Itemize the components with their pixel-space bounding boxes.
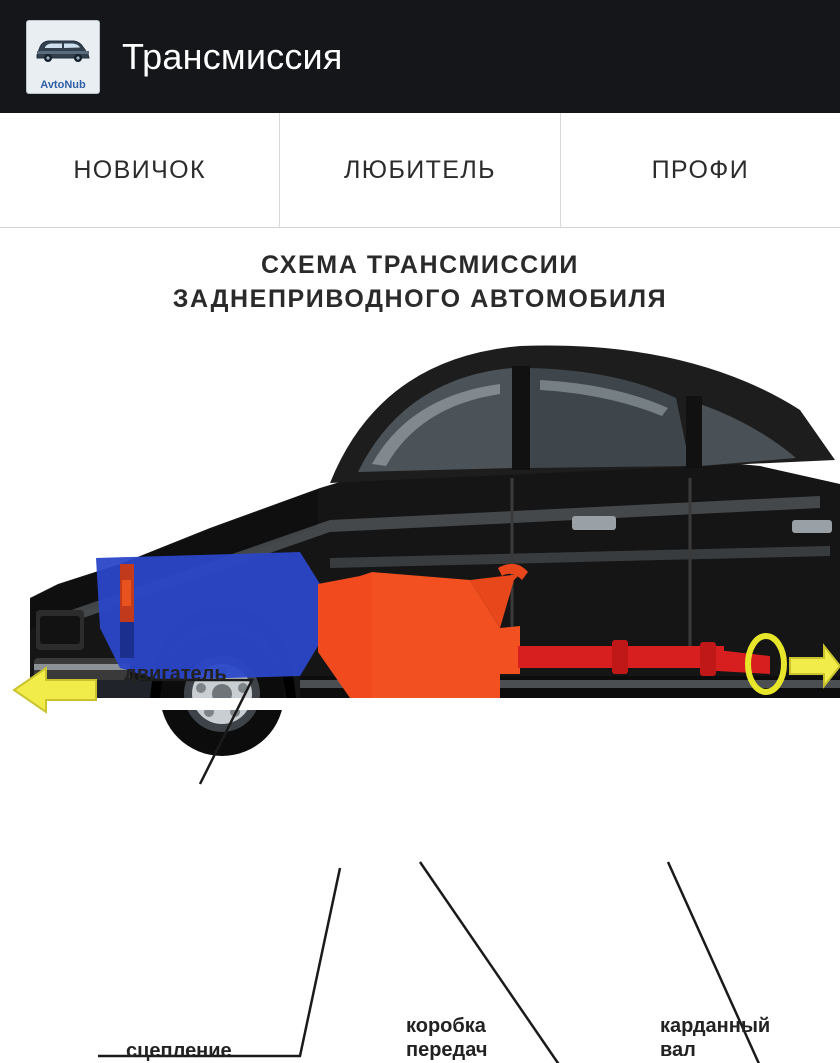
tab-amateur[interactable]: ЛЮБИТЕЛЬ [280,113,560,227]
transmission-diagram [0,228,840,884]
tab-novice[interactable]: НОВИЧОК [0,113,280,227]
label-gearbox: коробка передач [406,1015,488,1061]
label-clutch: сцепление [126,1040,232,1062]
tab-pro[interactable]: ПРОФИ [561,113,840,227]
label-driveshaft: карданный вал [660,1015,771,1061]
page-title: Трансмиссия [122,35,343,77]
label-engine: двигатель [124,663,227,685]
tab-bar [0,113,840,228]
car-icon [33,33,93,63]
engine-block-overlay [96,552,320,680]
app-bar [0,0,840,113]
app-logo[interactable] [26,20,100,94]
clutch-gearbox-overlay [318,564,528,698]
diagram-title-line2: ЗАДНЕПРИВОДНОГО АВТОМОБИЛЯ [172,285,668,313]
app-logo-brand: AvtoNub [40,78,86,91]
diagram-title-line1: СХЕМА ТРАНСМИССИИ [261,251,579,279]
content-area [0,228,840,1062]
diagram-image [0,228,840,884]
